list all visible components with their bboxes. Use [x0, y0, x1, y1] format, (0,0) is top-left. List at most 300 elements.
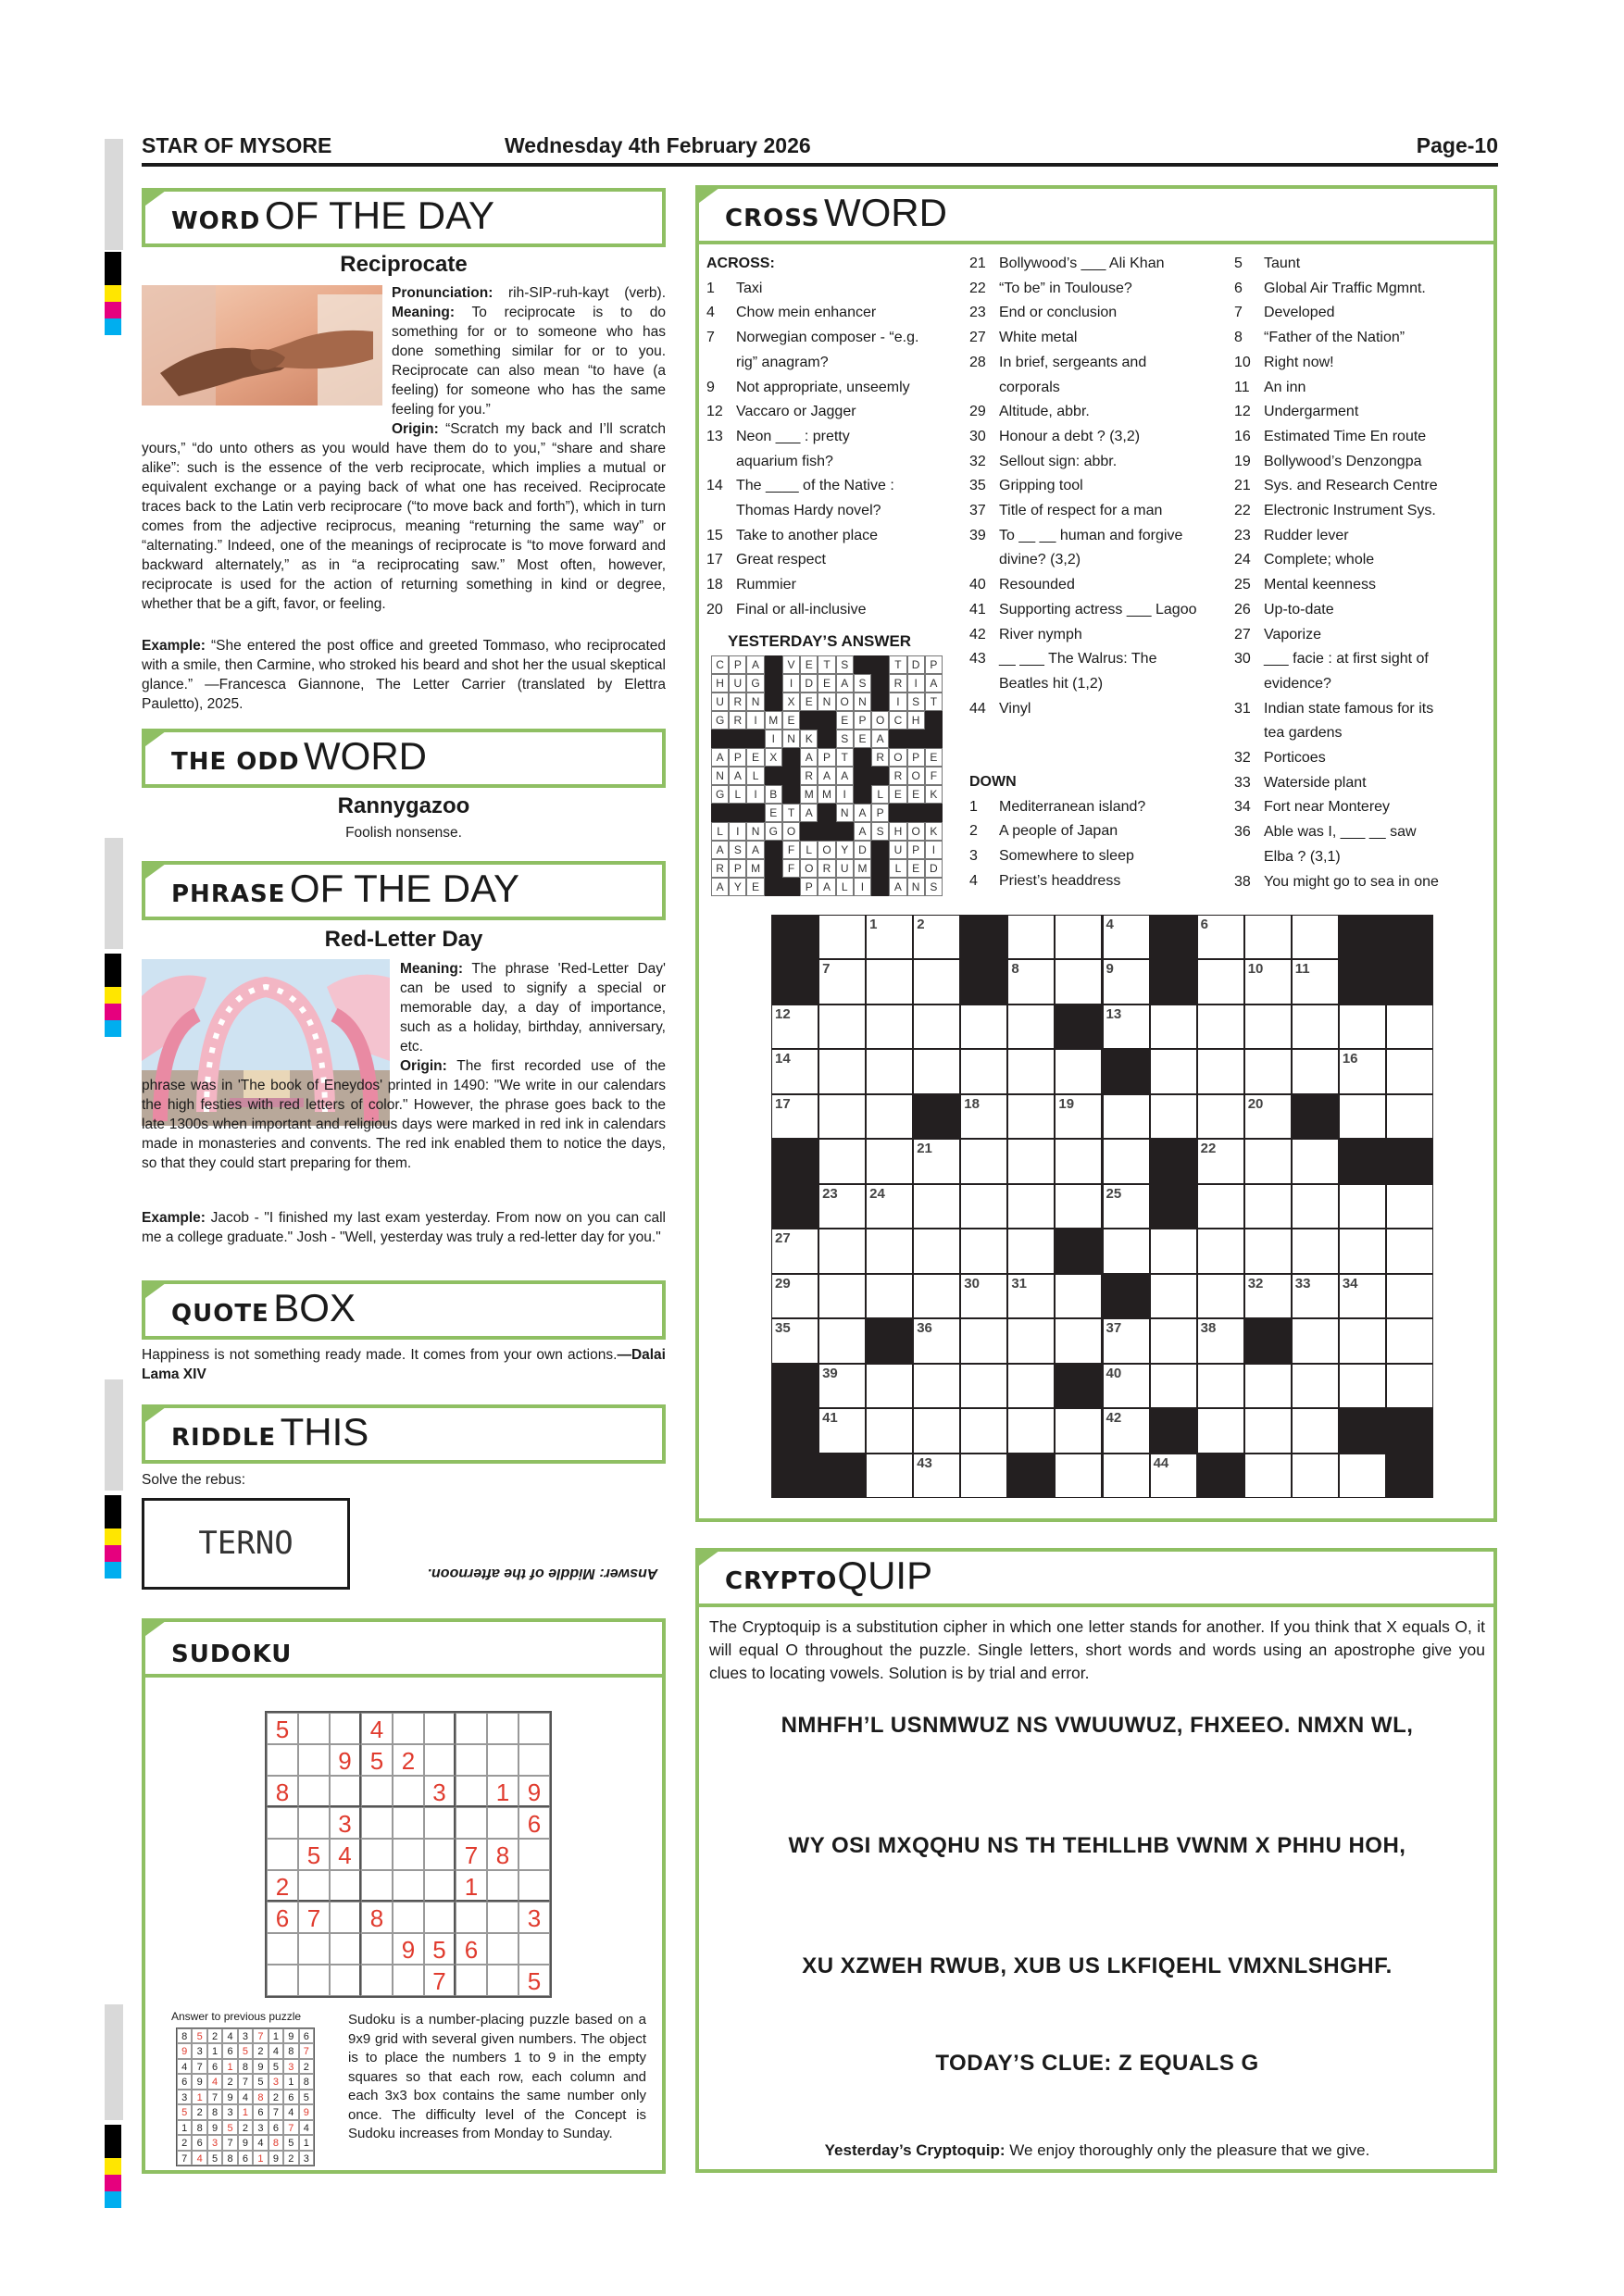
clue-text: Undergarment	[1264, 404, 1359, 420]
crossword-cell[interactable]	[1103, 1408, 1150, 1453]
crossword-cell[interactable]	[818, 1364, 866, 1408]
sudoku-cell[interactable]	[518, 1839, 550, 1870]
sudoku-cell[interactable]: 8	[487, 1839, 518, 1870]
sudoku-cell[interactable]	[518, 1870, 550, 1902]
crossword-cell[interactable]	[1197, 1004, 1244, 1049]
paper-name: STAR OF MYSORE	[142, 133, 332, 157]
sudoku-cell[interactable]	[518, 1713, 550, 1744]
crossword-cell[interactable]	[960, 1004, 1007, 1049]
crossword-cell[interactable]	[1197, 1274, 1244, 1318]
crossword-cell[interactable]	[1007, 1139, 1055, 1183]
clue-item	[969, 252, 1232, 277]
yesterday-cell: G	[711, 711, 729, 730]
yesterday-cell: H	[907, 711, 925, 730]
prev-sudoku-cell: 1	[222, 2059, 237, 2074]
crossword-cell[interactable]	[913, 1049, 960, 1093]
crossword-cell[interactable]	[1055, 1274, 1102, 1318]
crossword-cell[interactable]	[866, 1274, 913, 1318]
yesterday-cell: E	[854, 730, 871, 748]
crossword-cell[interactable]	[1103, 959, 1150, 1004]
crossword-cell[interactable]	[1292, 1454, 1339, 1498]
crossword-cell[interactable]	[866, 1229, 913, 1273]
clue-number: 12	[1234, 404, 1251, 420]
sudoku-cell[interactable]	[487, 1744, 518, 1776]
yesterday-cell: M	[765, 711, 782, 730]
sudoku-cell[interactable]	[487, 1807, 518, 1839]
yesterday-black-cell	[765, 841, 782, 859]
crossword-cell[interactable]	[1150, 1454, 1197, 1498]
crossword-cell[interactable]	[913, 1318, 960, 1363]
crossword-cell[interactable]	[1197, 915, 1244, 959]
yesterday-cell: T	[889, 655, 906, 674]
sudoku-cell[interactable]: 3	[424, 1776, 456, 1807]
sudoku-cell[interactable]: 4	[330, 1839, 361, 1870]
sudoku-cell[interactable]: 9	[330, 1744, 361, 1776]
crossword-cell[interactable]	[1055, 959, 1102, 1004]
crossword-cell[interactable]	[1197, 1094, 1244, 1139]
sudoku-cell[interactable]	[361, 1839, 393, 1870]
crossword-cell[interactable]	[1244, 1094, 1292, 1139]
sudoku-cell[interactable]	[267, 1839, 298, 1870]
crossword-cell[interactable]	[960, 1184, 1007, 1229]
sudoku-cell[interactable]	[393, 1713, 424, 1744]
crossword-cell[interactable]	[1103, 1364, 1150, 1408]
sudoku-cell[interactable]: 3	[330, 1807, 361, 1839]
sudoku-cell[interactable]: 3	[518, 1902, 550, 1933]
sudoku-cell[interactable]	[267, 1807, 298, 1839]
crossword-cell[interactable]	[1055, 1408, 1102, 1453]
yesterday-cell: E	[889, 785, 906, 804]
crossword-cell[interactable]	[1244, 1274, 1292, 1318]
yesterday-cell: C	[889, 711, 906, 730]
sudoku-cell[interactable]	[298, 1870, 330, 1902]
clue-text: Vaccaro or Jagger	[736, 404, 856, 420]
clue-number: 11	[1234, 379, 1250, 395]
crossword-cell[interactable]	[1197, 1408, 1244, 1453]
crossword-cell[interactable]	[1339, 1274, 1386, 1318]
sudoku-cell[interactable]	[424, 1870, 456, 1902]
crossword-cell[interactable]	[818, 1094, 866, 1139]
crossword-cell[interactable]	[1150, 1094, 1197, 1139]
crossword-cell[interactable]	[1244, 1184, 1292, 1229]
crossword-cell[interactable]	[1292, 1004, 1339, 1049]
crossword-cell[interactable]	[1292, 1364, 1339, 1408]
yesterday-cell: R	[729, 711, 746, 730]
prev-sudoku-cell: 6	[207, 2059, 222, 2074]
yesterday-cell: N	[746, 822, 764, 841]
crossword-cell[interactable]	[1150, 1004, 1197, 1049]
crossword-cell[interactable]	[1055, 1139, 1102, 1183]
crossword-cell[interactable]	[960, 1274, 1007, 1318]
crossword-cell[interactable]	[1292, 1274, 1339, 1318]
clue-item	[969, 474, 1232, 499]
prev-sudoku-cell: 3	[207, 2135, 222, 2150]
crossword-cell[interactable]	[1386, 1318, 1433, 1363]
crossword-cell[interactable]	[818, 1004, 866, 1049]
crossword-cell[interactable]	[1386, 1364, 1433, 1408]
crossword-cell[interactable]	[1244, 1229, 1292, 1273]
crossword-cell[interactable]	[1292, 1049, 1339, 1093]
crossword-cell[interactable]	[1244, 1408, 1292, 1453]
crossword-cell[interactable]	[1292, 1229, 1339, 1273]
crossword-cell[interactable]	[1150, 1229, 1197, 1273]
sudoku-cell[interactable]: 5	[267, 1713, 298, 1744]
sudoku-cell[interactable]	[456, 1744, 487, 1776]
sudoku-cell[interactable]: 5	[518, 1965, 550, 1996]
crossword-cell[interactable]	[1292, 959, 1339, 1004]
clue-number: 12	[706, 404, 723, 420]
sudoku-cell[interactable]: 2	[393, 1744, 424, 1776]
sudoku-cell[interactable]	[298, 1933, 330, 1965]
sudoku-cell[interactable]	[393, 1776, 424, 1807]
crossword-cell[interactable]	[866, 1139, 913, 1183]
crossword-cell[interactable]	[1197, 1184, 1244, 1229]
crossword-cell[interactable]	[960, 1094, 1007, 1139]
crossword-cell[interactable]	[1197, 1229, 1244, 1273]
crossword-cell[interactable]	[818, 915, 866, 959]
yesterday-cell: L	[836, 878, 854, 896]
clue-text: Final or all-inclusive	[736, 601, 867, 618]
sudoku-cell[interactable]: 4	[361, 1713, 393, 1744]
sudoku-cell[interactable]: 7	[456, 1839, 487, 1870]
crossword-cell[interactable]	[818, 1408, 866, 1453]
crossword-cell[interactable]	[1244, 1049, 1292, 1093]
crossword-cell[interactable]	[1007, 1094, 1055, 1139]
crossword-cell[interactable]	[1103, 1004, 1150, 1049]
sudoku-cell[interactable]	[361, 1807, 393, 1839]
crossword-cell[interactable]	[1386, 1184, 1433, 1229]
cell-number: 14	[775, 1051, 791, 1067]
sudoku-cell[interactable]	[361, 1776, 393, 1807]
yesterday-cell: N	[818, 693, 835, 711]
crossword-cell[interactable]	[771, 1094, 818, 1139]
sudoku-cell[interactable]	[393, 1807, 424, 1839]
sudoku-cell[interactable]	[267, 1933, 298, 1965]
clue-text: Mental keenness	[1264, 577, 1376, 593]
crossword-cell[interactable]	[1103, 1139, 1150, 1183]
clue-item	[969, 697, 1232, 722]
crossword-cell[interactable]	[866, 1094, 913, 1139]
crossword-cell[interactable]	[1339, 1229, 1386, 1273]
sudoku-cell[interactable]	[487, 1933, 518, 1965]
crossword-cell[interactable]	[1244, 1364, 1292, 1408]
yesterday-cell: I	[854, 878, 871, 896]
crossword-cell[interactable]	[866, 1049, 913, 1093]
crossword-cell[interactable]	[1150, 1364, 1197, 1408]
crossword-cell[interactable]	[1007, 959, 1055, 1004]
clue-text: Chow mein enhancer	[736, 305, 877, 321]
crossword-cell[interactable]	[1197, 1049, 1244, 1093]
crossword-cell[interactable]	[960, 1049, 1007, 1093]
crossword-cell[interactable]	[771, 1004, 818, 1049]
crossword-cell[interactable]	[1007, 1364, 1055, 1408]
sudoku-cell[interactable]	[424, 1713, 456, 1744]
sudoku-cell[interactable]: 9	[518, 1776, 550, 1807]
crossword-cell[interactable]	[913, 915, 960, 959]
sudoku-cell[interactable]	[361, 1870, 393, 1902]
sudoku-cell[interactable]: 6	[267, 1902, 298, 1933]
crossword-cell[interactable]	[1150, 1318, 1197, 1363]
crossword-cell[interactable]	[1103, 1454, 1150, 1498]
crossword-cell[interactable]	[1197, 959, 1244, 1004]
crossword-cell[interactable]	[866, 1454, 913, 1498]
crossword-cell[interactable]	[1244, 1139, 1292, 1183]
sudoku-cell[interactable]	[518, 1744, 550, 1776]
sudoku-cell[interactable]	[330, 1776, 361, 1807]
crossword-cell[interactable]	[1339, 1049, 1386, 1093]
crossword-cell[interactable]	[1197, 1364, 1244, 1408]
sudoku-cell[interactable]	[424, 1744, 456, 1776]
sudoku-cell[interactable]	[456, 1807, 487, 1839]
masthead-rule	[142, 163, 1498, 167]
crossword-cell[interactable]	[866, 1408, 913, 1453]
clue-item	[969, 844, 1232, 869]
crossword-cell[interactable]	[913, 1004, 960, 1049]
title-small: RIDDLE	[171, 1424, 277, 1452]
crossword-cell[interactable]	[866, 1184, 913, 1229]
sudoku-cell[interactable]: 8	[267, 1776, 298, 1807]
crossword-cell[interactable]	[1244, 1454, 1292, 1498]
crossword-cell[interactable]	[913, 1229, 960, 1273]
crossword-cell[interactable]	[1055, 1454, 1102, 1498]
sudoku-cell[interactable]	[393, 1965, 424, 1996]
crossword-cell[interactable]	[1007, 1004, 1055, 1049]
prev-sudoku-cell: 6	[192, 2135, 206, 2150]
clue-number: 13	[706, 428, 723, 444]
sudoku-cell[interactable]	[361, 1933, 393, 1965]
crossword-cell[interactable]	[1007, 1274, 1055, 1318]
sudoku-cell[interactable]	[424, 1902, 456, 1933]
sudoku-cell[interactable]: 5	[424, 1933, 456, 1965]
clue-item	[1234, 647, 1493, 672]
crossword-cell[interactable]	[818, 959, 866, 1004]
crossword-cell[interactable]	[1386, 1004, 1433, 1049]
prev-sudoku-cell: 7	[253, 2028, 268, 2043]
crossword-cell[interactable]	[818, 1318, 866, 1363]
crossword-cell[interactable]	[771, 1049, 818, 1093]
yesterday-cell: A	[925, 674, 943, 693]
sudoku-cell[interactable]: 1	[487, 1776, 518, 1807]
crossword-cell[interactable]	[913, 1184, 960, 1229]
prev-sudoku-cell: 7	[283, 2120, 298, 2135]
crossword-cell[interactable]	[1103, 1318, 1150, 1363]
crossword-cell[interactable]	[818, 1139, 866, 1183]
crossword-cell[interactable]	[1055, 915, 1102, 959]
yesterday-cell: K	[925, 822, 943, 841]
crossword-cell[interactable]	[1292, 1408, 1339, 1453]
crossword-cell[interactable]	[771, 1318, 818, 1363]
crossword-cell[interactable]	[1150, 1049, 1197, 1093]
sudoku-cell[interactable]	[330, 1713, 361, 1744]
sudoku-cell[interactable]	[330, 1965, 361, 1996]
sudoku-cell[interactable]: 9	[393, 1933, 424, 1965]
sudoku-cell[interactable]: 5	[361, 1744, 393, 1776]
crossword-cell[interactable]	[960, 1454, 1007, 1498]
crossword-cell[interactable]	[1339, 1318, 1386, 1363]
clue-number: 39	[969, 527, 986, 543]
sudoku-cell[interactable]	[456, 1713, 487, 1744]
clue-number: 15	[706, 527, 723, 543]
crossword-cell[interactable]	[1103, 1184, 1150, 1229]
crossword-cell[interactable]	[1339, 1364, 1386, 1408]
sudoku-cell[interactable]	[518, 1933, 550, 1965]
sudoku-cell[interactable]	[298, 1776, 330, 1807]
registration-bar	[105, 2004, 123, 2120]
sudoku-cell[interactable]: 7	[424, 1965, 456, 1996]
crossword-cell[interactable]	[960, 1229, 1007, 1273]
crossword-cell[interactable]	[1150, 1274, 1197, 1318]
crossword-cell[interactable]	[1007, 1408, 1055, 1453]
crossword-cell[interactable]	[913, 1139, 960, 1183]
cell-number: 23	[822, 1185, 838, 1202]
crossword-cell[interactable]	[960, 1364, 1007, 1408]
cell-number: 31	[1011, 1275, 1028, 1292]
crossword-cell[interactable]	[1197, 1139, 1244, 1183]
crossword-cell[interactable]	[771, 1229, 818, 1273]
crossword-cell[interactable]	[1103, 915, 1150, 959]
crossword-cell[interactable]	[1292, 1184, 1339, 1229]
clue-text: End or conclusion	[999, 305, 1118, 321]
crossword-cell[interactable]	[960, 1318, 1007, 1363]
crossword-cell[interactable]	[1007, 1229, 1055, 1273]
sudoku-cell[interactable]	[330, 1933, 361, 1965]
sudoku-cell[interactable]	[298, 1744, 330, 1776]
crossword-cell[interactable]	[913, 1274, 960, 1318]
yesterday-black-cell	[854, 655, 871, 674]
crossword-cell[interactable]	[866, 1364, 913, 1408]
sudoku-cell[interactable]: 5	[298, 1839, 330, 1870]
crossword-cell[interactable]	[1386, 1049, 1433, 1093]
crossword-cell[interactable]	[1055, 1318, 1102, 1363]
crossword-cell[interactable]	[771, 1274, 818, 1318]
crossword-cell[interactable]	[1292, 915, 1339, 959]
sudoku-cell[interactable]	[298, 1807, 330, 1839]
yesterday-cell: S	[836, 655, 854, 674]
crossword-cell[interactable]	[1055, 1184, 1102, 1229]
sudoku-cell[interactable]	[456, 1902, 487, 1933]
yesterday-black-cell	[782, 878, 800, 896]
crossword-cell[interactable]	[1386, 1229, 1433, 1273]
crossword-cell[interactable]	[1386, 1094, 1433, 1139]
sudoku-cell[interactable]	[393, 1902, 424, 1933]
crossword-cell[interactable]	[1007, 1184, 1055, 1229]
crossword-cell[interactable]	[913, 959, 960, 1004]
sudoku-cell[interactable]	[330, 1902, 361, 1933]
prev-sudoku-cell: 9	[177, 2043, 192, 2058]
crossword-cell[interactable]	[1007, 915, 1055, 959]
yesterday-black-cell	[854, 748, 871, 767]
sudoku-cell[interactable]	[424, 1839, 456, 1870]
sudoku-cell[interactable]: 7	[298, 1902, 330, 1933]
prev-sudoku-cell: 8	[283, 2043, 298, 2058]
sudoku-cell[interactable]: 1	[456, 1870, 487, 1902]
sudoku-cell[interactable]	[267, 1744, 298, 1776]
crossword-cell[interactable]	[1386, 1274, 1433, 1318]
yesterday-cell: M	[818, 785, 835, 804]
crossword-cell[interactable]	[1103, 1229, 1150, 1273]
crossword-cell[interactable]	[1007, 1318, 1055, 1363]
prev-sudoku-cell: 6	[269, 2120, 283, 2135]
sudoku-cell[interactable]	[487, 1965, 518, 1996]
sudoku-cell[interactable]	[393, 1870, 424, 1902]
crossword-cell[interactable]	[913, 1408, 960, 1453]
crossword-cell[interactable]	[1197, 1318, 1244, 1363]
sudoku-cell[interactable]	[487, 1902, 518, 1933]
clue-text: Electronic Instrument Sys.	[1264, 503, 1436, 519]
crossword-cell[interactable]	[1339, 1454, 1386, 1498]
crossword-cell[interactable]	[1244, 915, 1292, 959]
sudoku-cell[interactable]: 6	[456, 1933, 487, 1965]
sudoku-cell[interactable]	[393, 1839, 424, 1870]
sudoku-cell[interactable]	[456, 1776, 487, 1807]
prev-sudoku-cell: 4	[283, 2104, 298, 2119]
prev-sudoku-cell: 3	[299, 2151, 314, 2165]
crossword-cell[interactable]	[1292, 1139, 1339, 1183]
sudoku-cell[interactable]: 2	[267, 1870, 298, 1902]
crossword-cell[interactable]	[1055, 1094, 1102, 1139]
sudoku-cell[interactable]	[456, 1965, 487, 1996]
sudoku-cell[interactable]: 6	[518, 1807, 550, 1839]
sudoku-cell[interactable]	[424, 1807, 456, 1839]
crossword-cell[interactable]	[818, 1274, 866, 1318]
sudoku-cell[interactable]	[361, 1965, 393, 1996]
crossword-cell[interactable]	[1339, 1094, 1386, 1139]
title-small: SUDOKU	[171, 1641, 293, 1668]
sudoku-cell[interactable]	[487, 1870, 518, 1902]
crossword-grid[interactable]	[771, 915, 1433, 1498]
yesterday-cell: B	[765, 785, 782, 804]
quote-author: —Dalai Lama XIV	[142, 1347, 666, 1382]
meaning-text: To reciprocate is to do something for or to someone who has done something similar for or to you. Reciprocate can also mean “to have (a feeling) for someone who has the same feeling for you.”	[392, 305, 666, 418]
sudoku-cell[interactable]	[298, 1965, 330, 1996]
crossword-cell[interactable]	[1103, 1094, 1150, 1139]
prev-sudoku-cell: 3	[238, 2028, 253, 2043]
crossword-cell[interactable]	[960, 1139, 1007, 1183]
sudoku-grid[interactable]	[265, 1711, 552, 1998]
sudoku-cell[interactable]	[487, 1713, 518, 1744]
sudoku-cell[interactable]: 8	[361, 1902, 393, 1933]
cell-number: 17	[775, 1095, 791, 1112]
prev-sudoku-cell: 9	[283, 2028, 298, 2043]
crossword-cell[interactable]	[866, 915, 913, 959]
sudoku-cell[interactable]	[298, 1713, 330, 1744]
prev-answer-label: Answer to previous puzzle	[171, 2010, 302, 2023]
sudoku-cell[interactable]	[267, 1965, 298, 1996]
crossword-cell[interactable]	[866, 1004, 913, 1049]
prev-sudoku-cell: 9	[192, 2074, 206, 2089]
crossword-cell[interactable]	[1244, 959, 1292, 1004]
cell-number: 8	[1011, 961, 1019, 978]
crossword-cell[interactable]	[960, 1408, 1007, 1453]
sudoku-cell[interactable]	[330, 1870, 361, 1902]
crossword-cell[interactable]	[1244, 1004, 1292, 1049]
prev-sudoku-cell: 7	[192, 2059, 206, 2074]
crossword-cell[interactable]	[913, 1454, 960, 1498]
crossword-cell[interactable]	[866, 959, 913, 1004]
crossword-cell[interactable]	[1339, 1004, 1386, 1049]
crossword-cell[interactable]	[913, 1364, 960, 1408]
crossword-cell[interactable]	[1339, 1184, 1386, 1229]
crossword-cell[interactable]	[818, 1049, 866, 1093]
crossword-cell[interactable]	[818, 1229, 866, 1273]
page-number: Page-10	[1416, 133, 1498, 157]
yesterday-cell: O	[907, 822, 925, 841]
yesterday-black-cell	[729, 804, 746, 822]
crossword-cell[interactable]	[1007, 1049, 1055, 1093]
crossword-cell[interactable]	[818, 1184, 866, 1229]
crossword-cell[interactable]	[1055, 1049, 1102, 1093]
crossword-cell[interactable]	[1292, 1318, 1339, 1363]
